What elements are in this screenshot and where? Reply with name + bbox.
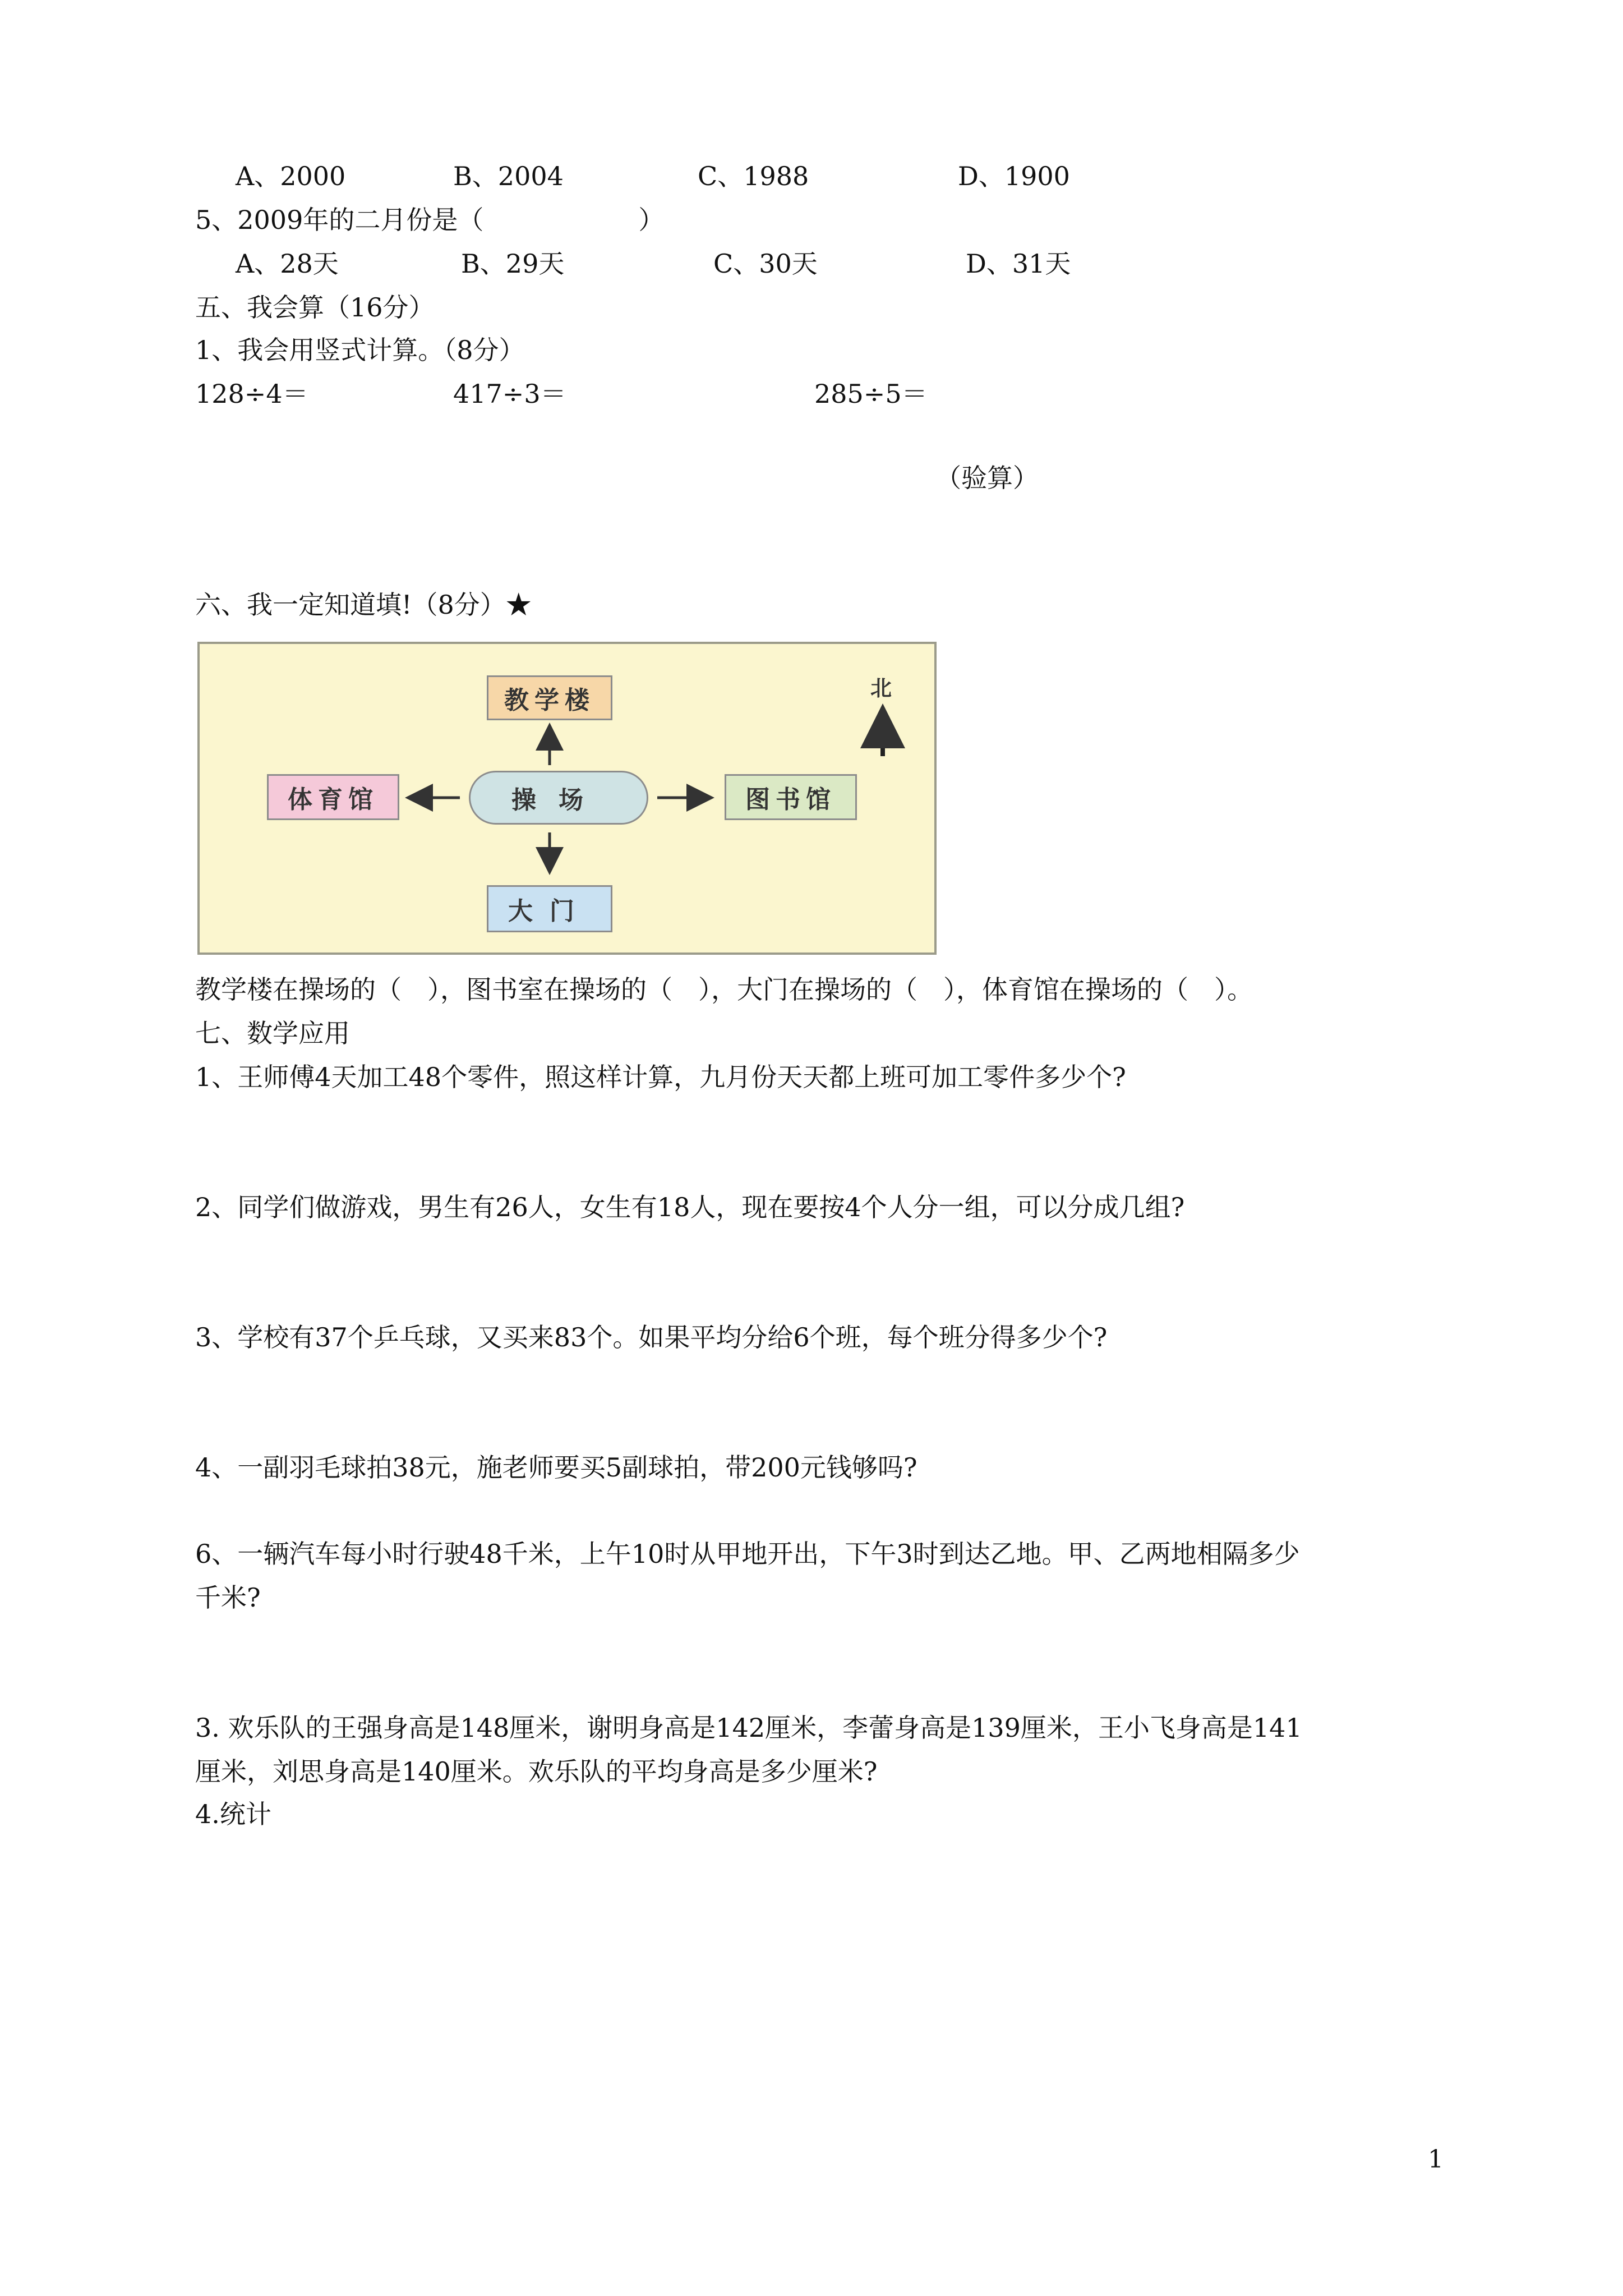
section5-sub1: 1、我会用竖式计算。（8分）	[195, 335, 525, 365]
stats-heading: 4.统计	[195, 1799, 271, 1829]
calc-1: 128÷4＝	[195, 379, 308, 409]
q4-option-c: C、1988	[698, 161, 809, 191]
box-gate: 大门	[487, 885, 612, 932]
section7-title: 七、数学应用	[195, 1018, 350, 1048]
problem-2: 2、同学们做游戏，男生有26人，女生有18人，现在要按4个人分一组，可以分成几组?	[195, 1192, 1185, 1222]
direction-map	[197, 642, 937, 955]
q4-option-d: D、1900	[958, 161, 1070, 191]
section6-question: 教学楼在操场的（ ），图书室在操场的（ ），大门在操场的（ ），体育馆在操场的（ ）。	[195, 974, 1253, 1005]
section5-title: 五、我会算（16分）	[195, 292, 435, 323]
q4-option-b: B、2004	[453, 161, 564, 191]
q4-option-a: A、2000	[236, 161, 346, 191]
q5-option-c: C、30天	[713, 249, 818, 279]
q5-option-a: A、28天	[236, 249, 339, 279]
check-note: （验算）	[935, 463, 1039, 493]
box-playground: 操场	[469, 771, 648, 825]
problem-1: 1、王师傅4天加工48个零件，照这样计算，九月份天天都上班可加工零件多少个?	[195, 1062, 1126, 1092]
problem-4: 4、一副羽毛球拍38元，施老师要买5副球拍，带200元钱够吗?	[195, 1452, 917, 1483]
box-gym: 体育馆	[267, 774, 399, 820]
problem-3: 3、学校有37个乒乓球，又买来83个。如果平均分给6个班，每个班分得多少个?	[195, 1322, 1108, 1352]
calc-3: 285÷5＝	[814, 379, 928, 409]
q5-stem: 5、2009年的二月份是（ ）	[195, 205, 665, 235]
problem-6-line2: 千米?	[195, 1582, 261, 1613]
north-label: 北	[870, 676, 892, 701]
q5-option-d: D、31天	[966, 249, 1071, 279]
problem-3b-line2: 厘米，刘思身高是140厘米。欢乐队的平均身高是多少厘米?	[195, 1756, 878, 1787]
section6-title: 六、我一定知道填!（8分）★	[195, 590, 532, 620]
q5-option-b: B、29天	[461, 249, 565, 279]
box-teaching-building: 教学楼	[487, 675, 612, 720]
problem-3b-line1: 3. 欢乐队的王强身高是148厘米，谢明身高是142厘米，李蕾身高是139厘米，王小飞身高是141	[195, 1713, 1302, 1743]
box-library: 图书馆	[725, 774, 857, 820]
problem-6-line1: 6、一辆汽车每小时行驶48千米，上午10时从甲地开出，下午3时到达乙地。甲、乙两地相隔多少	[195, 1539, 1300, 1569]
page-number: 1	[1428, 2145, 1444, 2174]
calc-2: 417÷3＝	[453, 379, 566, 409]
